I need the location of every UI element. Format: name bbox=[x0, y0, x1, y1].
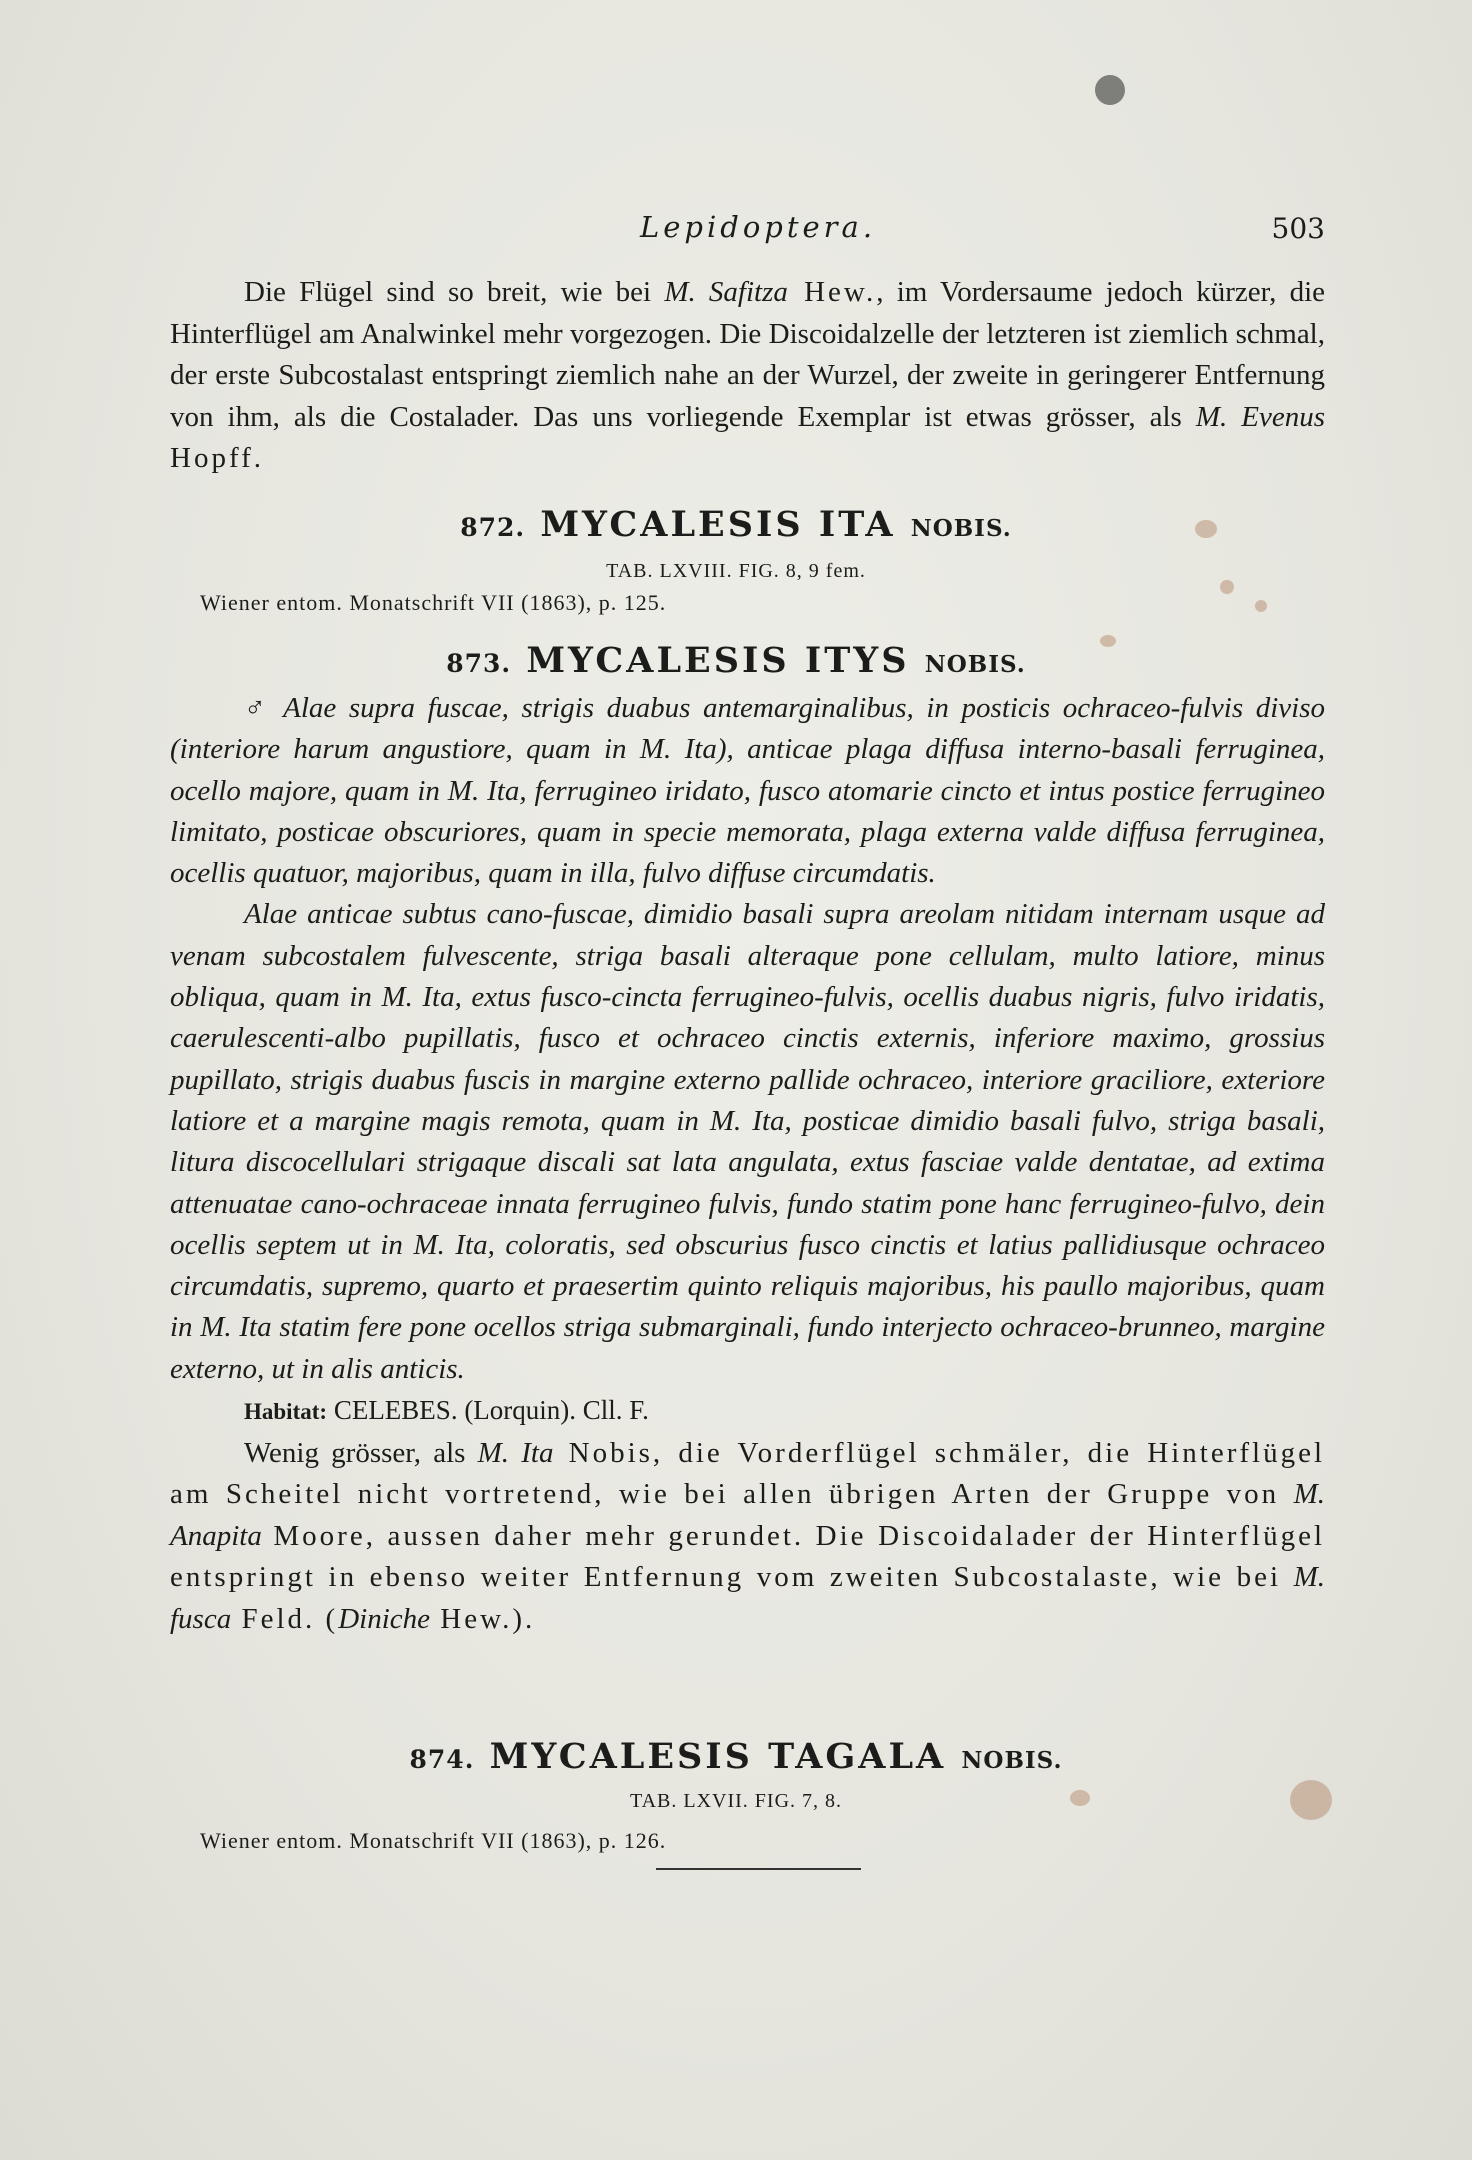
german-remarks bbox=[170, 1433, 1325, 1641]
species-number: 873. bbox=[446, 649, 512, 678]
intro-paragraph-block bbox=[170, 272, 1325, 480]
species-name: MYCALESIS ITYS bbox=[526, 640, 910, 681]
latin-description-underside: Alae anticae subtus cano-fuscae, dimidio basali supra areolam nitidam internam usque ad venam subcostalem fulvescente, striga basali alteraque pone cellulam, multo latiore, minus obliqua, quam in M. Ita, extus fusco-cincta ferrugineo-fulvis, ocellis duabus nigris, fulvo iridatis, caerulescenti-albo pupillatis, fusco et ochraceo cinctis externis, inferiore maximo, grossius pupillato, strigis duabus fuscis in margine externo pallide ochraceo, interiore graciliore, exteriore latiore et a margine magis remota, quam in M. Ita, posticae dimidio basali fulvo, striga basali, litura discocellulari strigaque discali sat lata angulata, extus fasciae valde dentatae, ad extima attenuatae cano-ochraceae innata ferrugineo fulvis, fundo statim pone hanc ferrugineo-fulvo, dein ocellis septem ut in M. Ita, coloratis, sed obscurius fusco cinctis et latius pallidiusque ochraceo circumdatis, supremo, quarto et praesertim quinto reliquis majoribus, his paullo majoribus, quam in M. Ita statim fere pone ocellos striga submarginali, fundo interjecto ochraceo-brunneo, margine externo, ut in alis anticis. bbox=[170, 898, 1325, 1385]
taxon-name: M. fusca bbox=[170, 1561, 1325, 1635]
text-run: Wenig grösser, als bbox=[244, 1436, 478, 1469]
species-heading-872 bbox=[0, 504, 1472, 545]
running-header bbox=[170, 210, 1325, 254]
plate-reference: TAB. LXVIII. FIG. 8, 9 fem. bbox=[606, 560, 866, 582]
author-name: Hopff. bbox=[170, 442, 264, 474]
foxing-spot bbox=[1255, 600, 1267, 612]
taxon-name: Diniche bbox=[338, 1602, 430, 1635]
species-name: MYCALESIS ITA bbox=[540, 504, 896, 545]
species-author: NOBIS. bbox=[910, 515, 1012, 542]
foxing-spot bbox=[1095, 75, 1125, 105]
intro-paragraph bbox=[170, 272, 1325, 480]
species-873-description bbox=[170, 688, 1325, 1640]
text-run: Feld. ( bbox=[231, 1602, 339, 1635]
page-number: 503 bbox=[1271, 212, 1325, 245]
text-run: , im Vordersaume jedoch kürzer, die Hinterflügel am Analwinkel mehr vorgezogen. Die Discoidalzelle der letzteren ist ziemlich schmal, der erste Subcostalast entspringt ziemlich nahe an der Wurzel, der zweite in geringerer Entfernung von ihm, als die Costalader. Das uns vorliegende Exemplar ist etwas grösser, als bbox=[170, 276, 1325, 433]
taxon-name: M. Safitza bbox=[664, 276, 788, 308]
species-author: NOBIS. bbox=[924, 651, 1026, 678]
text-run: Die Flügel sind so breit, wie bei bbox=[244, 276, 665, 308]
running-title: Lepidoptera. bbox=[640, 210, 877, 244]
taxon-name: M. Evenus bbox=[1195, 400, 1325, 433]
plate-reference: TAB. LXVII. FIG. 7, 8. bbox=[629, 1790, 843, 1812]
text-run: Moore, aussen daher mehr gerundet. Die Discoidalader der Hinterflügel entspringt in ebenso weiter Entfernung vom zweiten Subcostalaste, wie bei bbox=[170, 1519, 1325, 1594]
habitat-line bbox=[170, 1390, 1325, 1433]
species-number: 874. bbox=[409, 1745, 475, 1774]
latin-description-upperside: ♂ Alae supra fuscae, strigis duabus antemarginalibus, in posticis ochraceo-fulvis diviso (interiore harum angustiore, quam in M. Ita), anticae plaga diffusa interno-basali ferruginea, ocello majore, quam in M. Ita, ferrugineo iridato, fusco atomarie cincto et intus postice ferrugineo limitato, posticae obscuriores, quam in specie memorata, plaga externa valde diffusa ferruginea, ocellis quatuor, majoribus, quam in illa, fulvo diffuse circumdatis. bbox=[170, 692, 1325, 890]
section-divider bbox=[656, 1868, 861, 1870]
text-run: Nobis, die Vorderflügel schmäler, die Hinterflügel am Scheitel nicht vortretend, wie bei allen übrigen Arten der Gruppe von bbox=[170, 1436, 1325, 1511]
species-author: NOBIS. bbox=[961, 1747, 1063, 1774]
literature-reference: Wiener entom. Monatschrift VII (1863), p. 126. bbox=[200, 1828, 667, 1853]
author-name: Hew. bbox=[787, 276, 877, 308]
species-name: MYCALESIS TAGALA bbox=[489, 1736, 947, 1777]
habitat-label: Habitat: bbox=[244, 1399, 328, 1425]
species-heading-874 bbox=[0, 1736, 1472, 1777]
taxon-name: M. Ita bbox=[477, 1436, 554, 1469]
taxon-name: M. Anapita bbox=[170, 1478, 1325, 1552]
habitat-text: CELEBES. (Lorquin). Cll. F. bbox=[327, 1395, 649, 1426]
literature-reference: Wiener entom. Monatschrift VII (1863), p. 125. bbox=[200, 590, 667, 615]
species-number: 872. bbox=[460, 513, 526, 542]
text-run: Hew.). bbox=[430, 1602, 536, 1635]
species-heading-873 bbox=[0, 640, 1472, 681]
